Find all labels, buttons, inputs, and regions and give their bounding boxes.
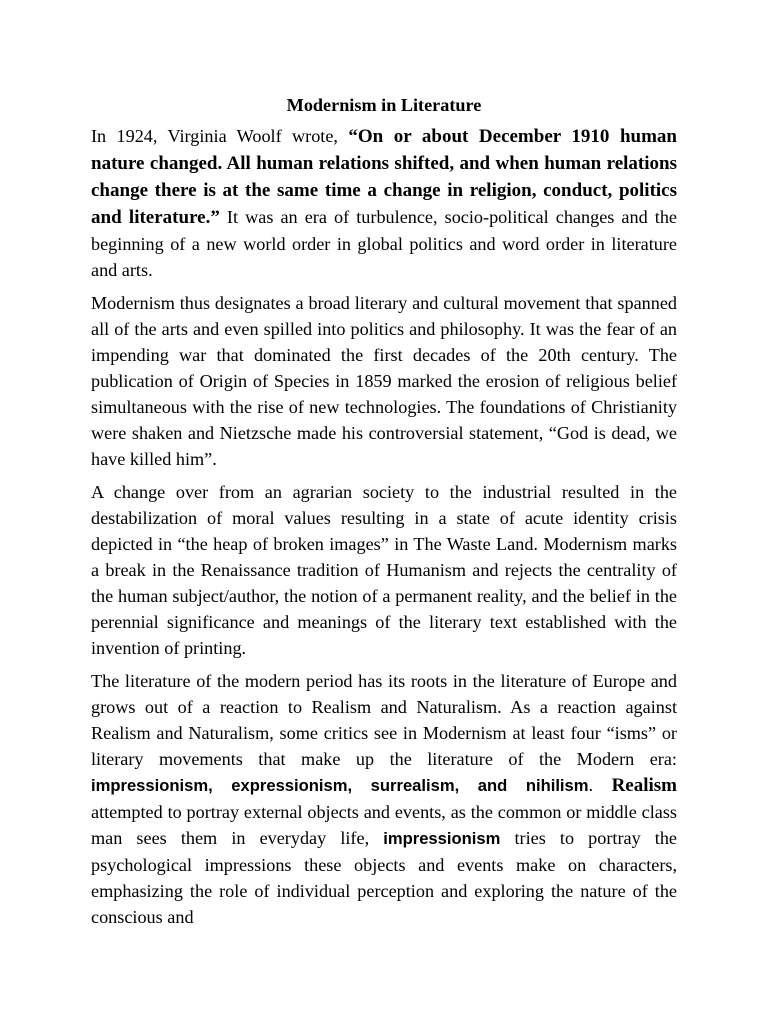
paragraph-1 [91, 123, 677, 283]
isms-list: impressionism, expressionism, surrealism, and nihilism [91, 776, 589, 795]
paragraph-3: A change over from an agrarian society to the industrial resulted in the destabilization of moral values resulting in a state of acute identity crisis depicted in “the heap of broken images” in The Waste Land. Modernism marks a break in the Renaissance tradition of Humanism and rejects the centrality of the human subject/author, the notion of a permanent reality, and the belief in the perennial significance and meanings of the literary text established with the invention of printing. [91, 482, 677, 658]
impressionism-term: impressionism [383, 829, 501, 848]
paragraph-4-text-4: tries to portray the psychological impressions these objects and events make on characters, emphasizing the role of individual perception and exploring the nature of the conscious and [91, 828, 678, 927]
document-body [91, 92, 677, 937]
paragraph-4-text-1: The literature of the modern period has its roots in the literature of Europe and grows out of a reaction to Realism and Naturalism. As a reaction against Realism and Naturalism, some critics see in Modernism at least four “isms” or literary movements that make up the literature of the Modern era: [91, 671, 677, 769]
paragraph-4 [91, 668, 677, 930]
paragraph-1-intro: In 1924, Virginia Woolf wrote, [91, 126, 349, 146]
paragraph-2: Modernism thus designates a broad literary and cultural movement that spanned all of the arts and even spilled into politics and philosophy. It was the fear of an impending war that dominated the first decades of the 20th century. The publication of Origin of Species in 1859 marked the erosion of religious belief simultaneous with the rise of new technologies. The foundations of Christianity were shaken and Nietzsche made his controversial statement, “God is dead, we have killed him”. [91, 293, 677, 469]
woolf-quote: “On or about December 1910 human nature changed. All human relations shifted, and when human relations change there is at the same time a change in religion, conduct, politics and literature.” [91, 126, 677, 228]
paragraph-4-text-3: attempted to portray external objects and events, as the common or middle class man sees them in everyday life, [91, 802, 677, 848]
paragraph-1-rest: It was an era of turbulence, socio-political changes and the beginning of a new world order in global politics and word order in literature and arts. [91, 207, 677, 280]
document-title: Modernism in Literature [286, 95, 482, 115]
realism-term: Realism [611, 775, 678, 796]
paragraph-4-text-2: . [588, 775, 612, 795]
